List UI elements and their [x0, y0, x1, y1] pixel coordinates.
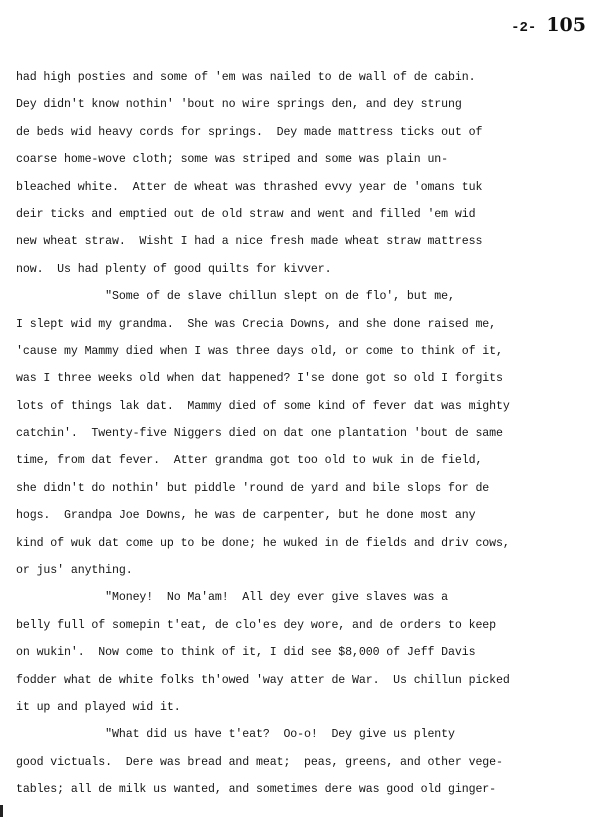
text-line: new wheat straw. Wisht I had a nice fresh made wheat straw mattress [16, 235, 483, 249]
text-line: bleached white. Atter de wheat was thrashed evvy year de 'omans tuk [16, 180, 483, 194]
text-line: "Money! No Ma'am! All dey ever give slaves was a [16, 591, 449, 605]
text-line: catchin'. Twenty-five Niggers died on dat one plantation 'bout de same [16, 427, 503, 441]
text-line: coarse home-wove cloth; some was striped and some was plain un- [16, 153, 449, 167]
text-line: kind of wuk dat come up to be done; he wuked in de fields and driv cows, [16, 536, 510, 550]
text-line: "What did us have t'eat? Oo-o! Dey give us plenty [16, 728, 455, 742]
text-line: good victuals. Dere was bread and meat; peas, greens, and other vege- [16, 755, 503, 769]
text-line: 'cause my Mammy died when I was three days old, or come to think of it, [16, 344, 503, 358]
page-label: -2- [511, 20, 537, 36]
scan-edge-mark [0, 805, 3, 817]
text-line: hogs. Grandpa Joe Downs, he was de carpenter, but he done most any [16, 509, 476, 523]
text-line: Dey didn't know nothin' 'bout no wire springs den, and dey strung [16, 98, 462, 112]
text-line: deir ticks and emptied out de old straw and went and filled 'em wid [16, 207, 476, 221]
text-line: tables; all de milk us wanted, and sometimes dere was good old ginger- [16, 783, 497, 797]
text-line: it up and played wid it. [16, 700, 181, 714]
text-line: had high posties and some of 'em was nailed to de wall of de cabin. [16, 71, 476, 84]
text-line: fodder what de white folks th'owed 'way atter de War. Us chillun picked [16, 673, 510, 687]
text-line: was I three weeks old when dat happened? I'se done got so old I forgits [16, 372, 503, 386]
text-line: belly full of somepin t'eat, de clo'es dey wore, and de orders to keep [16, 618, 497, 632]
page-number: 105 [546, 14, 586, 36]
body-text [16, 64, 586, 804]
text-line: de beds wid heavy cords for springs. Dey made mattress ticks out of [16, 125, 483, 139]
text-line: now. Us had plenty of good quilts for kivver. [16, 262, 332, 276]
text-line: lots of things lak dat. Mammy died of some kind of fever dat was mighty [16, 399, 510, 413]
text-line: "Some of de slave chillun slept on de flo', but me, [16, 290, 455, 304]
text-line: she didn't do nothin' but piddle 'round de yard and bile slops for de [16, 481, 490, 495]
page-header [511, 14, 586, 36]
text-line: or jus' anything. [16, 564, 133, 578]
text-line: time, from dat fever. Atter grandma got too old to wuk in de field, [16, 454, 483, 468]
text-line: I slept wid my grandma. She was Crecia Downs, and she done raised me, [16, 317, 497, 331]
text-line: on wukin'. Now come to think of it, I did see $8,000 of Jeff Davis [16, 646, 476, 660]
